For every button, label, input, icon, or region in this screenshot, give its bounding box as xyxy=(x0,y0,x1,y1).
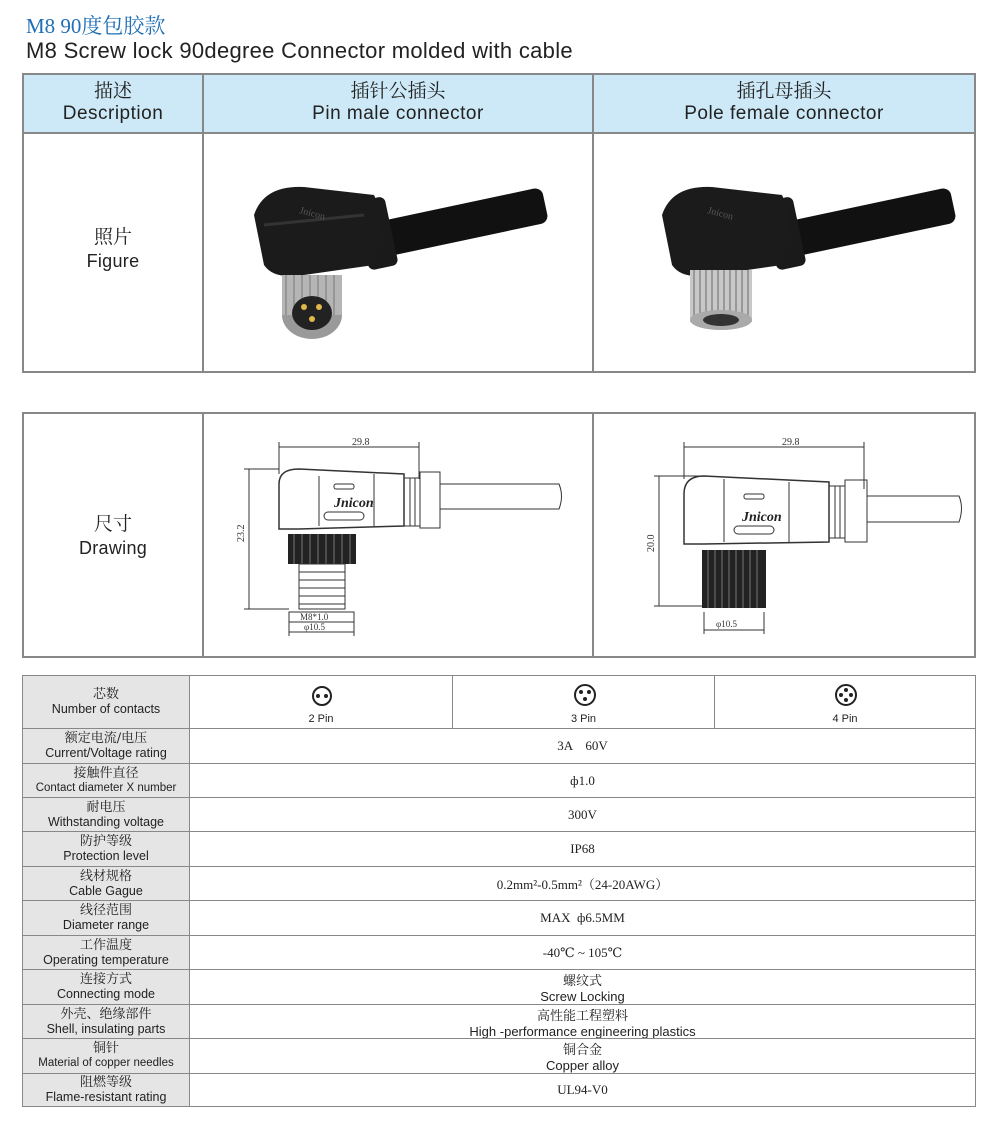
spec-label: 芯数 Number of contacts xyxy=(23,676,190,728)
dim-diameter: φ10.5 xyxy=(304,622,325,632)
divider xyxy=(592,414,594,656)
svg-text:Jnicon: Jnicon xyxy=(298,205,327,223)
page-title-cn: M8 90度包胶款 xyxy=(26,14,166,38)
contacts-option-4pin: 4 Pin xyxy=(715,676,975,728)
male-connector-photo xyxy=(224,155,564,345)
contacts-option-2pin: 2 Pin xyxy=(190,676,453,728)
spec-row: 铜针 Material of copper needles 铜合金 Copper alloy xyxy=(23,1038,975,1073)
dim-diameter: φ10.5 xyxy=(716,619,737,629)
spec-row: 耐电压 Withstanding voltage 300V xyxy=(23,797,975,831)
3-pin-icon xyxy=(573,683,597,707)
spec-table xyxy=(22,675,976,1107)
header-pole-female: 插孔母插头 Pole female connector xyxy=(594,75,974,133)
contacts-option-3pin: 3 Pin xyxy=(453,676,715,728)
figure-table xyxy=(22,73,976,373)
page-title-en: M8 Screw lock 90degree Connector molded with cable xyxy=(26,38,573,63)
spec-row: 线径范围 Diameter range MAX ф6.5MM xyxy=(23,900,975,935)
female-dimension-drawing xyxy=(624,434,969,644)
dim-width: 29.8 xyxy=(782,437,800,448)
svg-text:Jnicon: Jnicon xyxy=(706,205,735,223)
spec-row: 连接方式 Connecting mode 螺纹式 Screw Locking xyxy=(23,969,975,1004)
header-description: 描述 Description xyxy=(24,75,202,133)
divider xyxy=(202,414,204,656)
drawing-label: 尺寸 Drawing xyxy=(78,513,148,558)
spec-row: 线材规格 Cable Gague 0.2mm²-0.5mm²（24-20AWG） xyxy=(23,866,975,900)
dim-thread: M8*1.0 xyxy=(300,612,329,622)
header-pin-male: 插针公插头 Pin male connector xyxy=(204,75,592,133)
drawing-table xyxy=(22,412,976,658)
4-pin-icon xyxy=(834,683,858,707)
logo: Jnicon xyxy=(742,510,782,525)
dim-height: 20.0 xyxy=(646,534,657,552)
spec-row: 外壳、绝缘部件 Shell, insulating parts 高性能工程塑料 High -performance engineering plastics xyxy=(23,1004,975,1038)
dim-width: 29.8 xyxy=(352,437,370,448)
divider xyxy=(202,75,204,371)
male-dimension-drawing xyxy=(224,434,584,644)
female-connector-photo xyxy=(632,155,972,345)
divider xyxy=(592,75,594,371)
spec-row-contacts xyxy=(23,676,975,728)
spec-row: 阻燃等级 Flame-resistant rating UL94-V0 xyxy=(23,1073,975,1106)
spec-row: 工作温度 Operating temperature -40℃ ~ 105℃ xyxy=(23,935,975,969)
dim-height: 23.2 xyxy=(236,524,247,542)
spec-row: 接触件直径 Contact diameter X number ф1.0 xyxy=(23,763,975,797)
2-pin-icon xyxy=(311,685,333,707)
figure-label: 照片 Figure xyxy=(86,226,140,271)
spec-row: 额定电流/电压 Current/Voltage rating 3A 60V xyxy=(23,728,975,763)
spec-row: 防护等级 Protection level IP68 xyxy=(23,831,975,866)
logo: Jnicon xyxy=(334,496,374,511)
divider xyxy=(24,132,974,134)
